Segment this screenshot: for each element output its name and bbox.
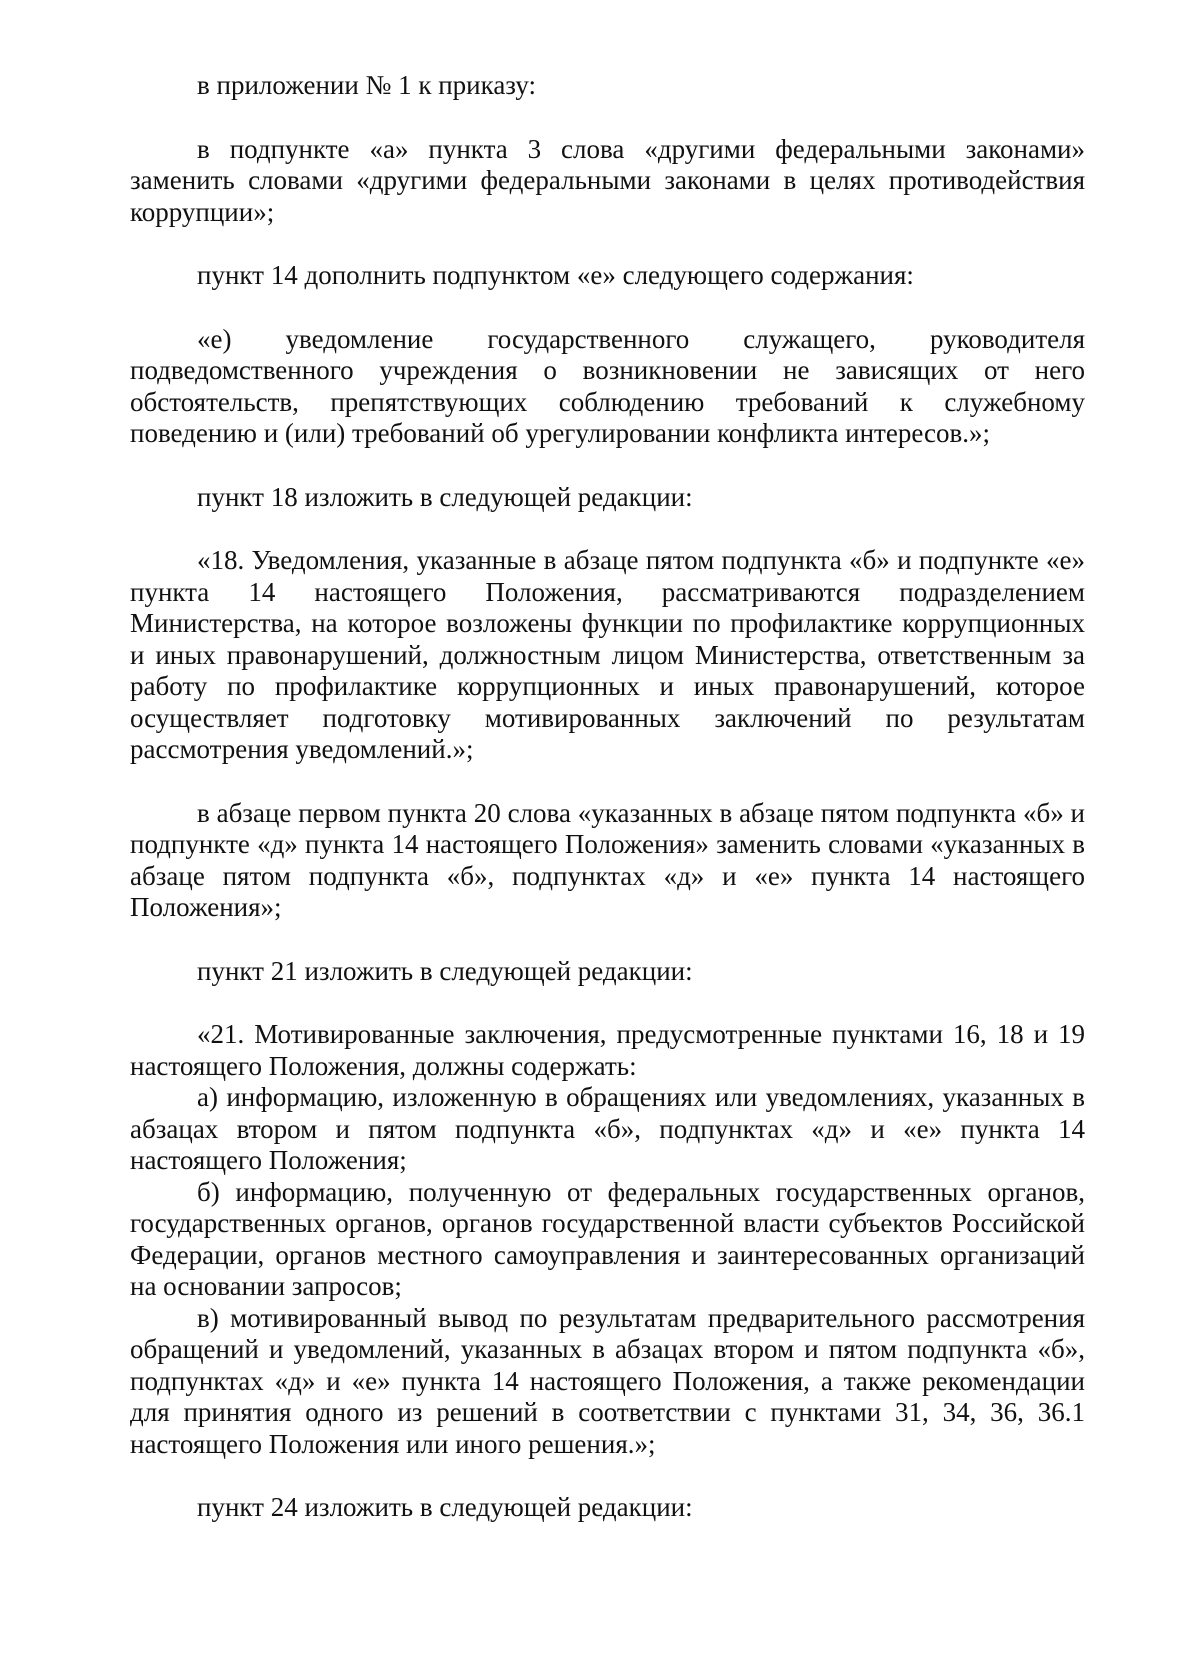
paragraph-appendix-intro: в приложении № 1 к приказу: [197,70,537,100]
paragraph-point-20-change: в абзаце первом пункта 20 слова «указанных в абзаце пятом подпункта «б» и подпункте «д» пункта 14 настоящего Положения» заменить словами «указанных в абзаце пятом подпункта «б», подпунктах «д» и «е» пункта 14 настоящего Положения»; [130,797,1085,922]
paragraph-point-24-heading: пункт 24 изложить в следующей редакции: [197,1492,693,1522]
paragraph-subpoint-e-text: «е) уведомление государственного служащего, руководителя подведомственного учреждения о возникновении не зависящих от него обстоятельств, препятствующих соблюдению требований к служебному поведению и (или) требований об урегулировании конфликта интересов.»; [130,323,1085,448]
paragraph-point-21-item-c: в) мотивированный вывод по результатам предварительного рассмотрения обращений и уведомлений, указанных в абзацах втором и пятом подпункта «б», подпунктах «д» и «е» пункта 14 настоящего Положения, а также рекомендации для принятия одного из решений в соответствии с пунктами 31, 34, 36, 36.1 настоящего Положения или иного решения.»; [130,1302,1085,1459]
paragraph-point-21-heading: пункт 21 изложить в следующей редакции: [197,955,693,986]
paragraph-point-14-addition: пункт 14 дополнить подпунктом «е» следующего содержания: [197,260,914,290]
paragraph-point-21-item-b: б) информацию, полученную от федеральных государственных органов, государственных органов, органов государственной власти субъектов Российской Федерации, органов местного самоуправления и заинтересованных организаций на основании запросов; [130,1176,1085,1301]
document-body [130,70,1085,1524]
paragraph-point-18-text: «18. Уведомления, указанные в абзаце пятом подпункта «б» и подпункте «е» пункта 14 настоящего Положения, рассматриваются подразделением Министерства, на которое возложены функции по профилактике коррупционных и иных правонарушений, должностным лицом Министерства, ответственным за работу по профилактике коррупционных и иных правонарушений, которое осуществляет подготовку мотивированных заключений по результатам рассмотрения уведомлений.»; [130,545,1085,764]
paragraph-point-18-heading: пункт 18 изложить в следующей редакции: [197,481,693,512]
paragraph-point-21-text: «21. Мотивированные заключения, предусмотренные пунктами 16, 18 и 19 настоящего Положения, должны содержать: [130,1019,1085,1081]
paragraph-subpoint-a-point-3: в подпункте «а» пункта 3 слова «другими федеральными законами» заменить словами «другими федеральными законами в целях противодействия коррупции»; [130,133,1085,227]
paragraph-point-21-item-a: а) информацию, изложенную в обращениях или уведомлениях, указанных в абзацах втором и пятом подпункта «б», подпунктах «д» и «е» пункта 14 настоящего Положения; [130,1082,1085,1175]
